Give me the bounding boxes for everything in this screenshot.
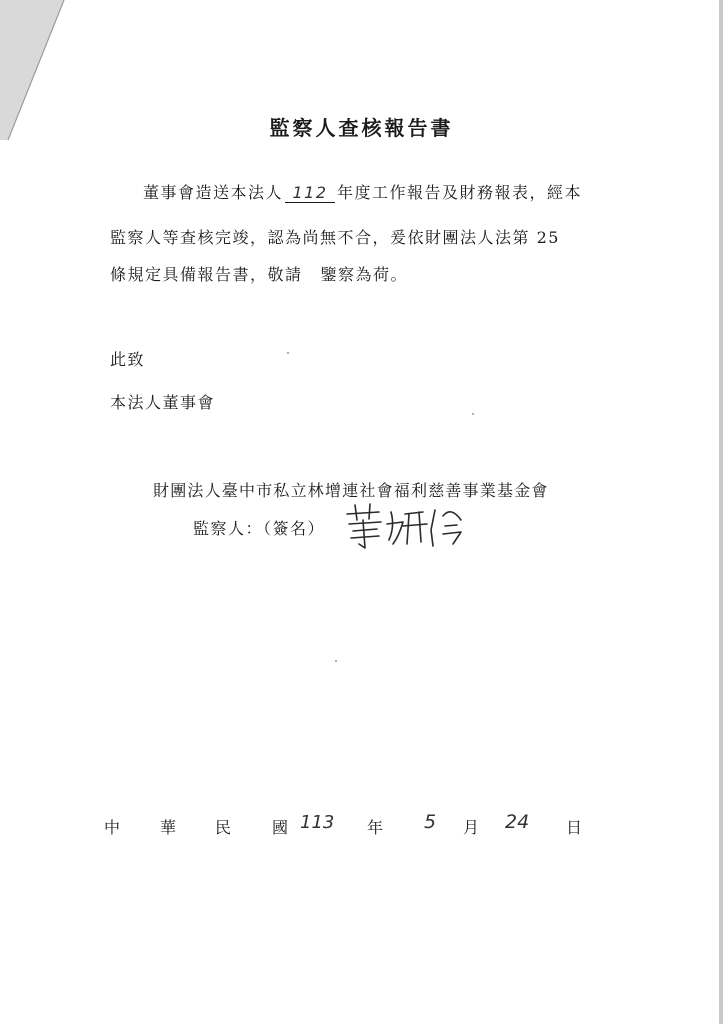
date-day-label: 日 [566,818,583,837]
body-line-1-suffix: 年度工作報告及財務報表，經本 [337,183,583,202]
scan-speck [335,660,337,662]
body-line-2: 監察人等查核完竣，認為尚無不合，爰依財團法人法第 25 [110,228,560,247]
handwritten-year: 112 [285,183,335,203]
handwritten-signature [343,500,468,555]
date-year-label: 年 [367,818,384,837]
date-guo: 國 [272,818,289,837]
body-line-1-prefix: 董事會造送本法人 [143,183,284,202]
organization-name: 財團法人臺中市私立林增連社會福利慈善事業基金會 [153,481,549,500]
scan-speck [287,352,289,354]
document-title: 監察人查核報告書 [269,116,454,140]
body-line-3 [110,262,408,285]
supervisor-label: 監察人：（簽名） [193,519,326,538]
date-zhong: 中 [104,818,121,837]
body-line-3-part2: 鑒察為荷。 [320,265,409,284]
date-hua: 華 [160,818,177,837]
body-line-3-part1: 條規定具備報告書，敬請 [110,265,303,284]
salutation: 此致 [110,350,146,369]
scan-speck [472,413,474,415]
scan-right-edge [719,0,723,1024]
date-day-handwritten: 24 [505,811,530,833]
date-min: 民 [215,818,232,837]
body-line-1 [143,180,582,203]
date-month-handwritten: 5 [424,811,437,833]
date-month-label: 月 [463,818,480,837]
recipient: 本法人董事會 [110,393,216,412]
date-year-handwritten: 113 [300,812,335,833]
